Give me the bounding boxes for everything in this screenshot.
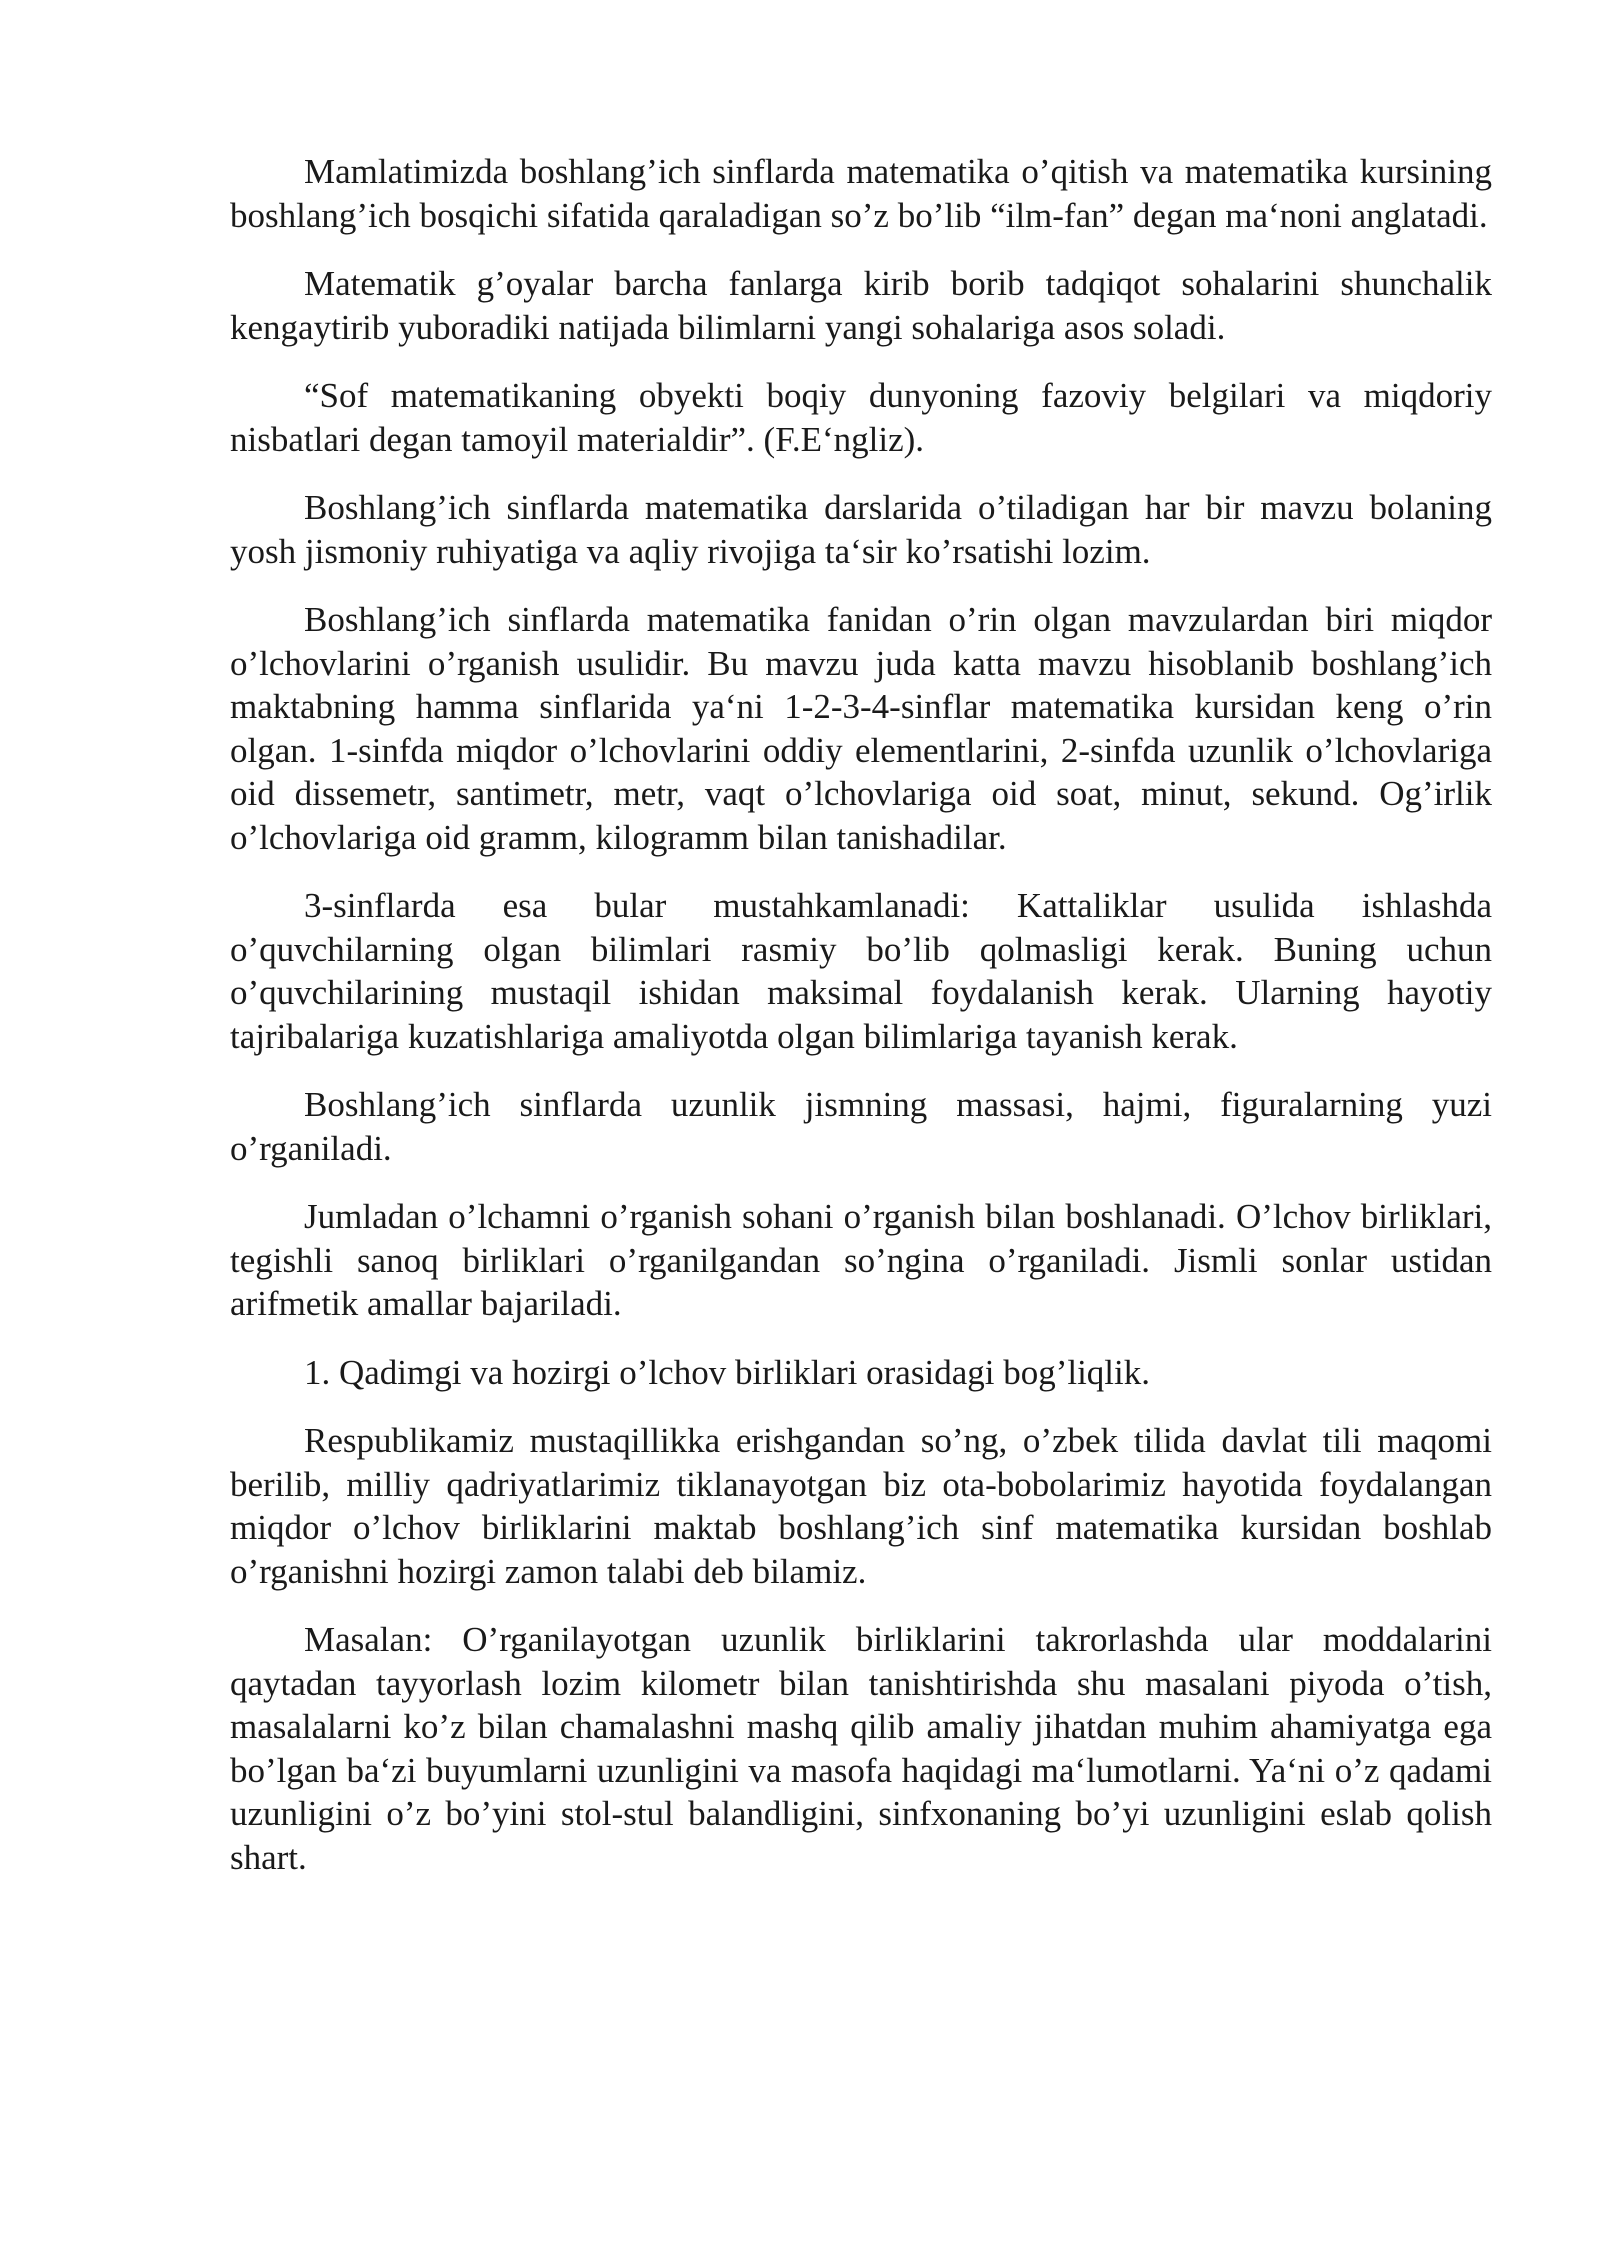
paragraph-4: Boshlang’ich sinflarda matematika darslarida o’tiladigan har bir mavzu bolaning yosh jismoniy ruhiyatiga va aqliy rivojiga ta‘sir ko’rsatishi lozim. [230,488,1492,571]
paragraph-5: Boshlang’ich sinflarda matematika fanidan o’rin olgan mavzulardan biri miqdor o’lchovlarini o’rganish usulidir. Bu mavzu juda katta mavzu hisoblanib boshlang’ich maktabning hamma sinflarida ya‘ni 1-2-3-4-sinflar matematika kursidan keng o’rin olgan. 1-sinfda miqdor o’lchovlarini oddiy elementlarini, 2-sinfda uzunlik o’lchovlariga oid dissemetr, santimetr, metr, vaqt o’lchovlariga oid soat, minut, sekund. Og’irlik o’lchovlariga oid gramm, kilogramm bilan tanishadilar. [230,600,1492,857]
paragraph-7: Boshlang’ich sinflarda uzunlik jismning massasi, hajmi, figuralarning yuzi o’rganiladi. [230,1085,1492,1168]
document-page [230,150,1492,1904]
section-heading: 1. Qadimgi va hozirgi o’lchov birliklari orasidagi bog’liqlik. [304,1352,1150,1392]
paragraph-9: Respublikamiz mustaqillikka erishgandan so’ng, o’zbek tilida davlat tili maqomi berilib, milliy qadriyatlarimiz tiklanayotgan biz ota-bobolarimiz hayotida foydalangan miqdor o’lchov birliklarini maktab boshlang’ich sinf matematika kursidan boshlab o’rganishni hozirgi zamon talabi deb bilamiz. [230,1421,1492,1591]
paragraph-1: Mamlatimizda boshlang’ich sinflarda matematika o’qitish va matematika kursining boshlang’ich bosqichi sifatida qaraladigan so’z bo’lib “ilm-fan” degan ma‘noni anglatadi. [230,152,1492,235]
paragraph-8: Jumladan o’lchamni o’rganish sohani o’rganish bilan boshlanadi. O’lchov birliklari, tegishli sanoq birliklari o’rganilgandan so’ngina o’rganiladi. Jismli sonlar ustidan arifmetik amallar bajariladi. [230,1197,1492,1323]
paragraph-6: 3-sinflarda esa bular mustahkamlanadi: Kattaliklar usulida ishlashda o’quvchilarning olgan bilimlari rasmiy bo’lib qolmasligi kerak. Buning uchun o’quvchilarining mustaqil ishidan maksimal foydalanish kerak. Ularning hayotiy tajribalariga kuzatishlariga amaliyotda olgan bilimlariga tayanish kerak. [230,886,1492,1056]
paragraph-2: Matematik g’oyalar barcha fanlarga kirib borib tadqiqot sohalarini shunchalik kengaytirib yuboradiki natijada bilimlarni yangi sohalariga asos soladi. [230,264,1492,347]
paragraph-3: “Sof matematikaning obyekti boqiy dunyoning fazoviy belgilari va miqdoriy nisbatlari degan tamoyil materialdir”. (F.E‘ngliz). [230,376,1492,459]
paragraph-10: Masalan: O’rganilayotgan uzunlik birliklarini takrorlashda ular moddalarini qaytadan tayyorlash lozim kilometr bilan tanishtirishda shu masalani piyoda o’tish, masalalarni ko’z bilan chamalashni mashq qilib amaliy jihatdan muhim ahamiyatga ega bo’lgan ba‘zi buyumlarni uzunligini va masofa haqidagi ma‘lumotlarni. Ya‘ni o’z qadami uzunligini o’z bo’yini stol-stul balandligini, sinfxonaning bo’yi uzunligini eslab qolish shart. [230,1620,1492,1877]
